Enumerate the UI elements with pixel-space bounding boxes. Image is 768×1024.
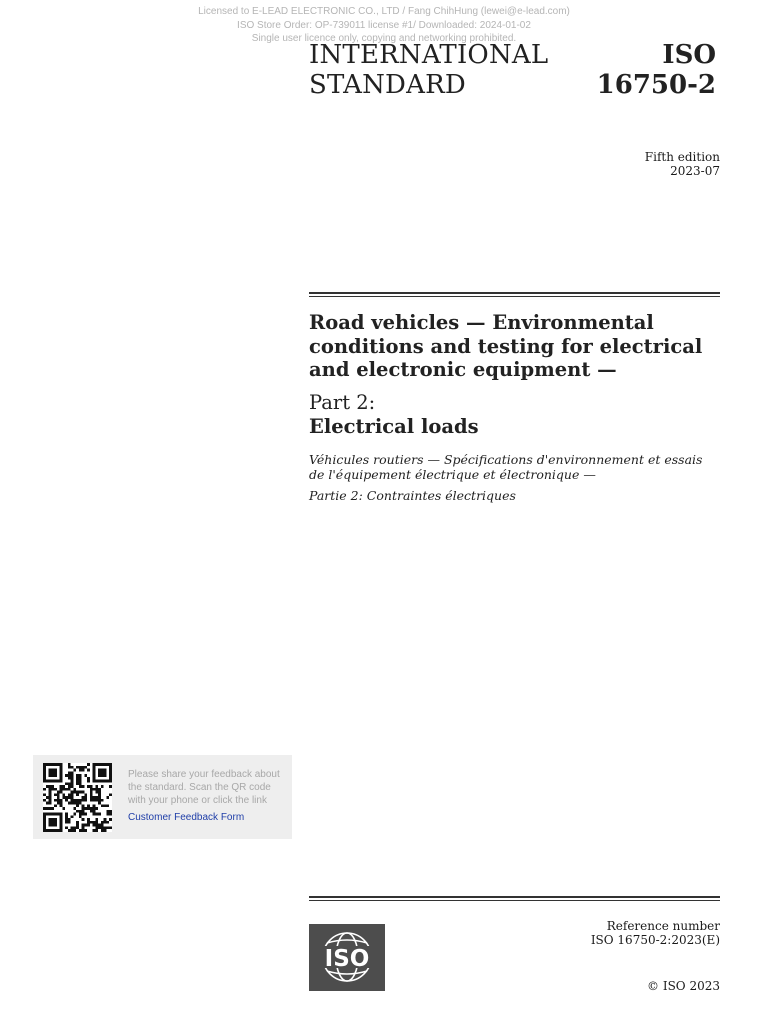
part-title <box>309 415 479 439</box>
edition-label: Fifth edition <box>644 150 720 164</box>
license-line-3: Single user licence only, copying and networking prohibited. <box>251 33 517 44</box>
part-label: Part 2: <box>309 391 376 414</box>
standard-prefix: ISO <box>662 40 716 70</box>
reference-number <box>591 919 720 947</box>
french-title: Véhicules routiers — Spécifications d'environnement et essais de l'équipement électrique et électronique — <box>309 452 703 482</box>
part-heading <box>309 391 479 438</box>
feedback-text: Please share your feedback about the standard. Scan the QR code with your phone or click the link <box>128 769 280 806</box>
standard-number <box>597 40 716 100</box>
bottom-divider <box>309 896 720 901</box>
feedback-box <box>33 755 292 839</box>
customer-feedback-link[interactable]: Customer Feedback Form <box>128 812 245 823</box>
qr-code-icon[interactable] <box>41 763 114 832</box>
document-type <box>309 40 548 100</box>
license-line-2: ISO Store Order: OP-739011 license #1/ Downloaded: 2024-01-02 <box>237 19 531 31</box>
edition-info <box>645 150 720 178</box>
license-line-1: Licensed to E-LEAD ELECTRONIC CO., LTD / Fang ChihHung (lewei@e-lead.com) <box>198 6 570 17</box>
reference-value: ISO 16750-2:2023(E) <box>590 933 720 947</box>
edition-date: 2023-07 <box>670 164 720 178</box>
copyright-notice: © ISO 2023 <box>647 979 720 993</box>
iso-globe-logo-icon <box>309 924 385 991</box>
part-title-text: Electrical loads <box>309 414 479 438</box>
french-part-title: Partie 2: Contraintes électriques <box>309 488 516 503</box>
top-divider <box>309 292 720 297</box>
reference-label: Reference number <box>606 919 720 933</box>
document-title: Road vehicles — Environmental conditions and testing for electrical and electronic equipment — <box>309 311 703 381</box>
logo-text: ISO <box>324 946 370 972</box>
document-type-line-1: INTERNATIONAL <box>309 40 549 70</box>
document-type-line-2: STANDARD <box>309 70 466 100</box>
standard-number-value: 16750-2 <box>596 70 716 100</box>
